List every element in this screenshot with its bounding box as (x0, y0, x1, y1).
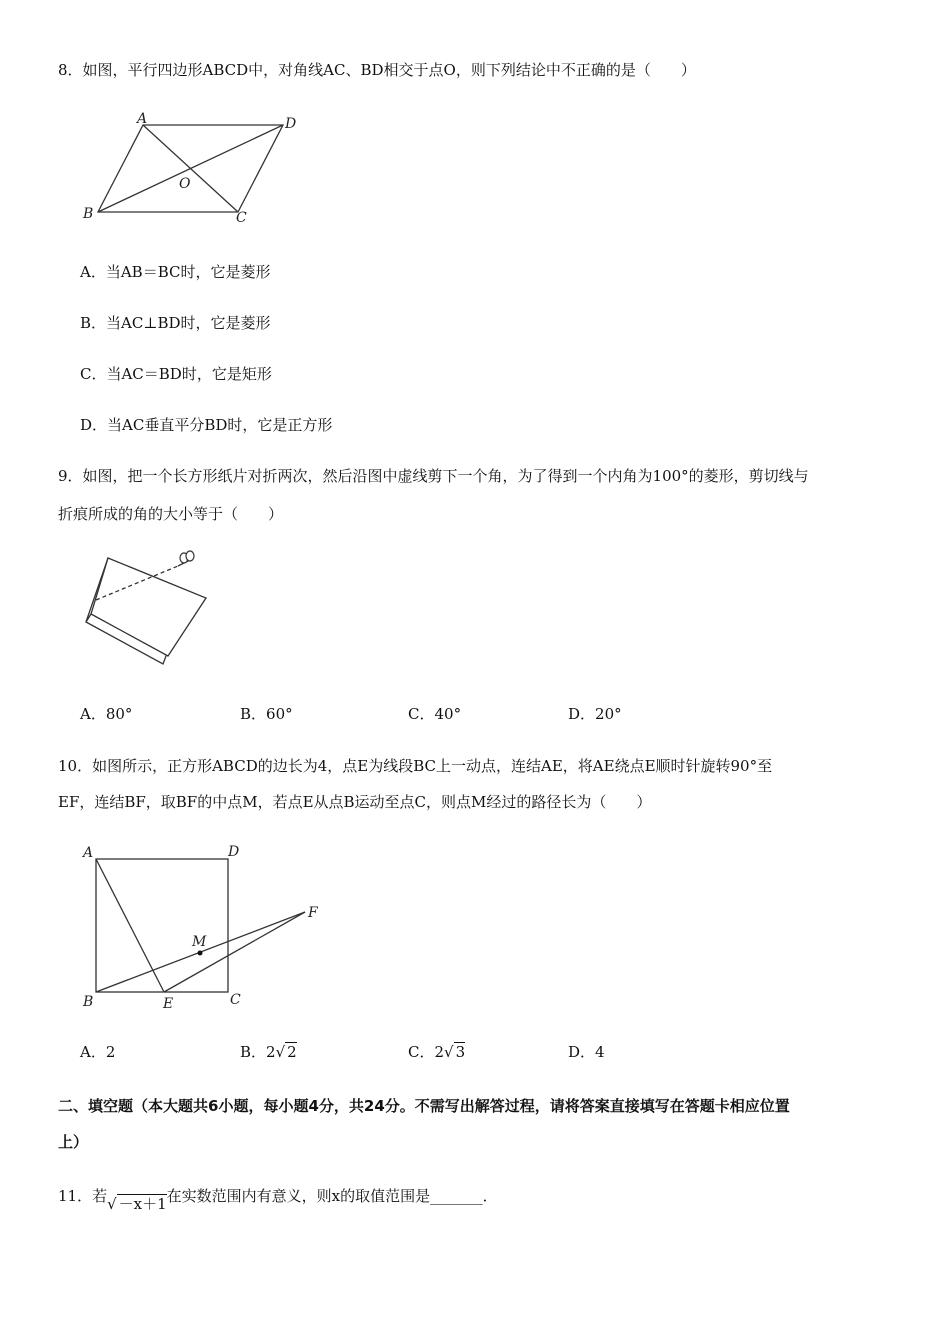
q9-paper-front-sheet (91, 558, 206, 656)
q10-label-d: D (228, 844, 240, 860)
q9-option-a[interactable]: A．80° (80, 705, 133, 723)
q8-option-a[interactable]: A．当AB＝BC时，它是菱形 (80, 263, 271, 281)
q10-label-c: C (230, 992, 241, 1008)
q8-label-d: D (285, 116, 297, 132)
q10-label-b: B (83, 994, 94, 1010)
q10-option-d[interactable]: D．4 (568, 1043, 605, 1061)
q10-square-figure (80, 840, 330, 1015)
q10-label-m: M (192, 934, 207, 950)
q10-option-b-radicand: 2 (287, 1043, 297, 1061)
q10-option-c-prefix: C．2 (408, 1043, 445, 1061)
q10-label-e: E (163, 996, 174, 1012)
q9-stem-line1: 9．如图，把一个长方形纸片对折两次，然后沿图中虚线剪下一个角，为了得到一个内角为100°的菱形，剪切线与 (58, 467, 809, 485)
q10-stem-line1: 10．如图所示，正方形ABCD的边长为4，点E为线段BC上一动点，连结AE，将AE绕点E顺时针旋转90°至 (58, 757, 773, 775)
q8-label-a: A (137, 111, 148, 127)
q9-option-b[interactable]: B．60° (240, 705, 293, 723)
q8-option-c[interactable]: C．当AC＝BD时，它是矩形 (80, 365, 272, 383)
section2-heading-line2: 上） (58, 1133, 89, 1151)
q8-stem: 8．如图，平行四边形ABCD中，对角线AC、BD相交于点O，则下列结论中不正确的是（ ） (58, 61, 696, 79)
q10-option-b[interactable] (240, 1042, 297, 1062)
q10-option-a[interactable]: A．2 (80, 1043, 116, 1061)
scissors-icon (180, 551, 194, 563)
q10-square-abcd (96, 859, 228, 992)
q10-segment-ef (164, 912, 305, 992)
q11-prefix: 11．若 (58, 1187, 108, 1205)
q8-label-b: B (83, 206, 94, 222)
q9-option-d[interactable]: D．20° (568, 705, 622, 723)
q10-option-b-prefix: B．2 (240, 1043, 276, 1061)
q10-segment-ae (96, 859, 164, 992)
q11-suffix: 在实数范围内有意义，则x的取值范围是_______． (166, 1187, 498, 1205)
section2-heading-line1: 二、填空题（本大题共6小题，每小题4分，共24分。不需写出解答过程，请将答案直接填写在答题卡相应位置 (58, 1097, 790, 1115)
q11-stem (58, 1186, 498, 1213)
sqrt-icon: √ 3 (444, 1043, 466, 1061)
sqrt-icon: √ －x＋1 (107, 1195, 167, 1213)
q10-option-c-radicand: 3 (455, 1043, 466, 1061)
sqrt-icon: √ 2 (275, 1043, 297, 1061)
q10-point-m (198, 951, 203, 956)
q9-folded-paper-figure (78, 548, 218, 673)
q9-stem-line2: 折痕所成的角的大小等于（ ） (58, 505, 284, 523)
q8-diagonal-bd (98, 125, 283, 212)
q8-option-d[interactable]: D．当AC垂直平分BD时，它是正方形 (80, 416, 333, 434)
q9-option-c[interactable]: C．40° (408, 705, 462, 723)
q8-label-o: O (179, 176, 191, 192)
q10-label-f: F (308, 905, 318, 921)
q10-option-c[interactable] (408, 1042, 465, 1062)
q10-label-a: A (83, 845, 94, 861)
q10-stem-line2: EF，连结BF，取BF的中点M，若点E从点B运动至点C，则点M经过的路径长为（ ） (58, 793, 652, 811)
q8-label-c: C (236, 210, 247, 226)
q11-radicand: －x＋1 (118, 1195, 167, 1213)
q8-option-b[interactable]: B．当AC⊥BD时，它是菱形 (80, 314, 271, 332)
q8-parallelogram-figure (80, 108, 320, 228)
